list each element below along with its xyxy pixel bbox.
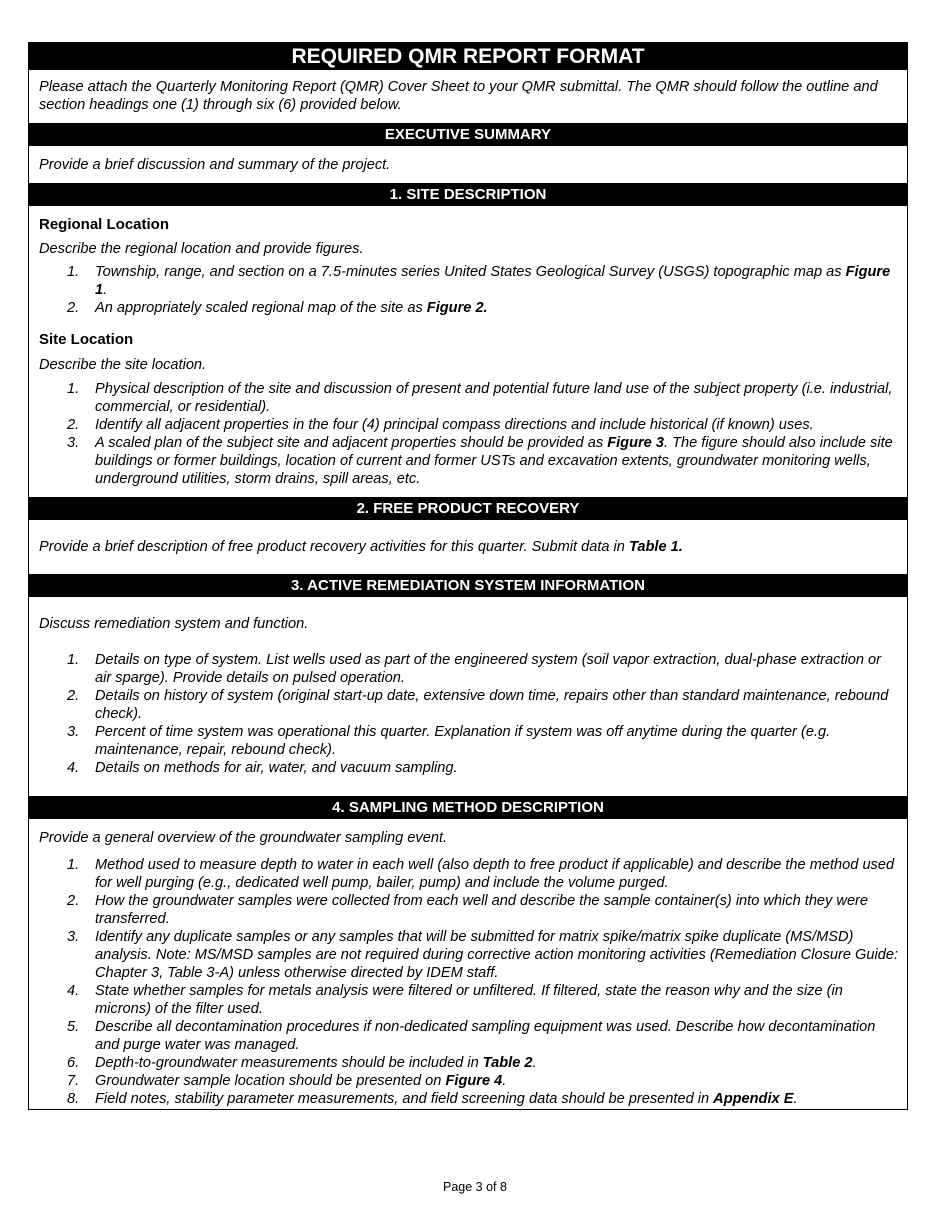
list-item: 4. Details on methods for air, water, and vacuum sampling. [67,760,458,776]
active-remediation-list [29,651,907,777]
list-item: 3. A scaled plan of the subject site and adjacent properties should be provided as Figure 3. The figure should also include site buildings or former buildings, location of current and former USTs and excavation extents, groundwater monitoring wells, underground utilities, storm drains, spill areas, etc. [67,435,893,487]
site-location-list [29,380,907,488]
list-item: 1. Physical description of the site and discussion of present and potential future land use of the subject property (i.e. industrial, commercial, or residential). [67,381,893,415]
regional-location-heading: Regional Location [39,216,170,233]
list-item: 1. Method used to measure depth to water in each well (also depth to free product if applicable) and describe the method used for well purging (e.g., dedicated well pump, bailer, pump) and include the volume purged. [67,857,895,891]
section-heading-site-description: 1. SITE DESCRIPTION [29,183,907,206]
executive-summary-text: Provide a brief discussion and summary of the project. [39,157,391,173]
list-item: 1. Details on type of system. List wells used as part of the engineered system (soil vapor extraction, dual-phase extraction or air sparge). Provide details on pulsed operation. [67,652,882,686]
sampling-list [29,856,907,1108]
page-number: Page 3 of 8 [443,1180,507,1194]
list-item: 8. Field notes, stability parameter measurements, and field screening data should be presented in Appendix E. [67,1091,798,1107]
intro-text: Please attach the Quarterly Monitoring Report (QMR) Cover Sheet to your QMR submittal. The QMR should follow the outline and section headings one (1) through six (6) provided below. [39,79,878,113]
list-item: 3. Identify any duplicate samples or any samples that will be submitted for matrix spike/matrix spike duplicate (MS/MSD) analysis. Note: MS/MSD samples are not required during corrective action monitoring activities (Remediation Closure Guide: Chapter 3, Table 3-A) unless otherwise directed by IDEM staff. [67,929,899,981]
list-item: 2. Details on history of system (original start-up date, extensive down time, repairs other than standard maintenance, rebound check). [67,688,889,722]
active-remediation-text: Discuss remediation system and function. [39,616,309,632]
list-item: 5. Describe all decontamination procedures if non-dedicated sampling equipment was used. Describe how decontamination and purge water was managed. [67,1019,876,1053]
regional-location-list [29,263,907,317]
list-item: 6. Depth-to-groundwater measurements should be included in Table 2. [67,1055,537,1071]
list-item: 3. Percent of time system was operational this quarter. Explanation if system was off anytime during the quarter (e.g. maintenance, repair, rebound check). [67,724,831,758]
regional-location-text: Describe the regional location and provide figures. [39,241,364,257]
section-heading-sampling-method: 4. SAMPLING METHOD DESCRIPTION [29,796,907,819]
site-location-text: Describe the site location. [39,357,207,373]
section-heading-active-remediation: 3. ACTIVE REMEDIATION SYSTEM INFORMATION [29,574,907,597]
site-location-heading: Site Location [39,331,134,348]
list-item: 2. Identify all adjacent properties in the four (4) principal compass directions and include historical (if known) uses. [67,417,814,433]
section-heading-executive-summary: EXECUTIVE SUMMARY [29,123,907,146]
list-item: 2. An appropriately scaled regional map of the site as Figure 2. [67,300,488,316]
report-format-box [28,42,908,1110]
list-item: 2. How the groundwater samples were collected from each well and describe the sample container(s) into which they were transferred. [67,893,869,927]
list-item: 7. Groundwater sample location should be presented on Figure 4. [67,1073,507,1089]
sampling-text: Provide a general overview of the groundwater sampling event. [39,830,448,846]
section-heading-free-product-recovery: 2. FREE PRODUCT RECOVERY [29,497,907,520]
free-product-text: Provide a brief description of free product recovery activities for this quarter. Submit data in Table 1. [39,539,683,555]
page-title: REQUIRED QMR REPORT FORMAT [29,43,907,70]
list-item: 1. Township, range, and section on a 7.5-minutes series United States Geological Survey (USGS) topographic map as Figure 1. [67,264,891,298]
list-item: 4. State whether samples for metals analysis were filtered or unfiltered. If filtered, state the reason why and the size (in microns) of the filter used. [67,983,843,1017]
